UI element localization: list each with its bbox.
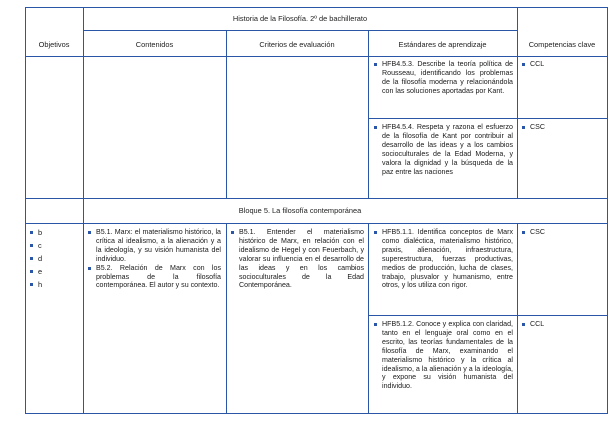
estandar-hfb5-1-1: HFB5.1.1. Identifica conceptos de Marx como dialéctica, materialismo histórico, praxis, alienación, infraestructura, superestructura, fuerzas productivas, medios de producción, lucha de clases, trabajo, plusvalor y humanismo, entre otros, y los utiliza con rigor. <box>374 228 513 290</box>
list-item: h <box>30 278 80 291</box>
contenido-b5-1: B5.1. Marx: el materialismo histórico, la crítica al idealismo, a la alienación y a la ideología, y su visión humanista del individuo. <box>88 228 221 264</box>
header-contenidos: Contenidos <box>135 40 174 49</box>
header-objetivos: Objetivos <box>38 40 70 49</box>
competencia-hfb5-1-2: CCL <box>522 320 602 329</box>
competencia-hfb5-1-1: CSC <box>522 228 602 237</box>
estandar-hfb4-5-4: HFB4.5.4. Respeta y razona el esfuerzo de la filosofía de Kant por contribuir al desarrollo de las ideas y a los cambios socioculturales de la Edad Moderna, y valora la dignidad y la búsqueda de la paz entre las naciones <box>374 123 513 176</box>
block-title: Bloque 5. La filosofía contemporánea <box>238 206 362 215</box>
contenido-b5-2: B5.2. Relación de Marx con los problemas de la filosofía contemporánea. El autor y su contexto. <box>88 264 221 291</box>
competencia-hfb4-5-3: CCL <box>522 60 602 69</box>
competencia-hfb4-5-4: CSC <box>522 123 602 132</box>
list-item: b <box>30 226 80 239</box>
header-estandares: Estándares de aprendizaje <box>398 40 487 49</box>
estandar-hfb4-5-3: HFB4.5.3. Describe la teoría política de Rousseau, identificando los problemas de la filosofía moderna y relacionándola con las soluciones aportadas por Kant. <box>374 60 513 96</box>
curriculum-table <box>25 7 608 414</box>
contenidos-list <box>88 228 221 290</box>
list-item: d <box>30 252 80 265</box>
estandar-hfb5-1-2: HFB5.1.2. Conoce y explica con claridad, tanto en el lenguaje oral como en el escrito, las teorías fundamentales de la filosofía de Marx, examinando el materialismo histórico y la crítica al idealismo, a la alienación y a la ideología, y expone su visión humanista del individuo. <box>374 320 513 391</box>
table-title: Historia de la Filosofía. 2º de bachillerato <box>232 14 368 23</box>
header-competencias: Competencias clave <box>528 40 596 49</box>
list-item: c <box>30 239 80 252</box>
header-criterios: Criterios de evaluación <box>259 40 335 49</box>
list-item: e <box>30 265 80 278</box>
criterio-b5-1: B5.1. Entender el materialismo histórico de Marx, en relación con el idealismo de Hegel y con Feuerbach, y valorar su influencia en el desarrollo de las ideas y en los cambios socioculturales de la Edad Contemporánea. <box>231 228 364 290</box>
objetivos-list <box>30 226 80 291</box>
